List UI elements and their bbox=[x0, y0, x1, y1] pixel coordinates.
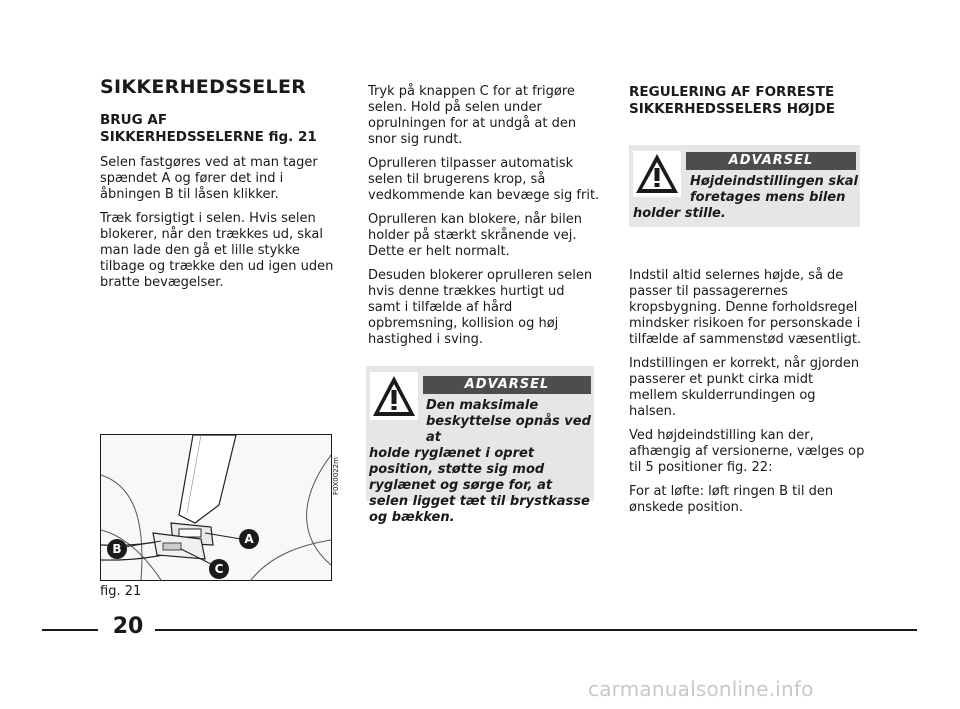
warning-message-body: holder stille. bbox=[633, 206, 726, 221]
callout-c: C bbox=[209, 559, 229, 579]
left-column bbox=[100, 76, 335, 299]
figure-caption: fig. 21 bbox=[100, 584, 142, 599]
callout-a: A bbox=[239, 529, 259, 549]
paragraph: Oprulleren kan blokere, når bilen holder på stærkt skrånende vej. Dette er helt normalt. bbox=[368, 212, 582, 259]
footer-rule-right bbox=[155, 629, 917, 631]
paragraph: Ved højdeindstilling kan der, afhængig af versionerne, vælges op til 5 positioner fig. 22: bbox=[629, 428, 865, 475]
warning-message-body: holde ryglænet i opret position, støtte sig mod ryglænet og sørge for, at selen ligget tæt til brystkasse og bækken. bbox=[369, 446, 590, 525]
paragraph: Indstil altid selernes højde, så de passer til passagerernes kropsbygning. Denne forholdsregel mindsker risikoen for personskade i tilfælde af sammenstød væsentligt. bbox=[629, 268, 862, 347]
watermark: carmanualsonline.info bbox=[588, 677, 814, 701]
warning-message-indented: Den maksimale beskyttelse opnås ved at bbox=[426, 398, 591, 445]
figure-code: F0X0022m bbox=[332, 457, 340, 495]
warning-label: ADVARSEL bbox=[686, 152, 856, 170]
paragraph: Desuden blokerer oprulleren selen hvis denne trækkes hurtigt ud samt i tilfælde af hård opbremsning, kollision og høj hastighed i sving. bbox=[368, 268, 593, 347]
paragraph: Tryk på knappen C for at frigøre selen. Hold på selen under oprulningen for at undgå at den snor sig rundt. bbox=[368, 84, 577, 147]
paragraph: Træk forsigtigt i selen. Hvis selen blokerer, når den trækkes ud, skal man lade den gå et lille stykke tilbage og trække den ud igen uden bratte bevægelser. bbox=[100, 211, 334, 290]
footer-rule-left bbox=[42, 629, 98, 631]
paragraph: Selen fastgøres ved at man tager spændet A og fører det ind i åbningen B til låsen klikker. bbox=[100, 155, 318, 202]
paragraph: Oprulleren tilpasser automatisk selen til brugerens krop, så vedkommende kan bevæge sig frit. bbox=[368, 156, 600, 203]
section-heading-line1: REGULERING AF FORRESTE bbox=[629, 84, 835, 100]
warning-message bbox=[633, 174, 858, 222]
callout-b: B bbox=[107, 539, 127, 559]
subsection-title-line2: SIKKERHEDSSELERNE fig. 21 bbox=[100, 129, 317, 145]
subsection-title-line1: BRUG AF bbox=[100, 112, 168, 128]
paragraph: Indstillingen er korrekt, når gjorden passerer et punkt cirka midt mellem skulderrundingen og halsen. bbox=[629, 356, 860, 419]
warning-message bbox=[369, 398, 591, 526]
section-heading-line2: SIKKERHEDSSELERS HØJDE bbox=[629, 101, 835, 117]
warning-label: ADVARSEL bbox=[423, 376, 591, 394]
section-heading bbox=[629, 84, 865, 118]
warning-box-seat-position bbox=[366, 366, 594, 525]
middle-column bbox=[368, 84, 600, 356]
section-title: SIKKERHEDSSELER bbox=[100, 76, 307, 98]
warning-message-indented: Højdeindstillingen skal foretages mens bilen bbox=[690, 174, 858, 205]
paragraph: For at løfte: løft ringen B til den ønskede position. bbox=[629, 484, 834, 515]
warning-box-height-adjustment bbox=[629, 145, 860, 227]
seatbelt-buckle-illustration bbox=[100, 434, 332, 581]
page-number: 20 bbox=[112, 614, 144, 639]
subsection-title bbox=[100, 112, 335, 146]
